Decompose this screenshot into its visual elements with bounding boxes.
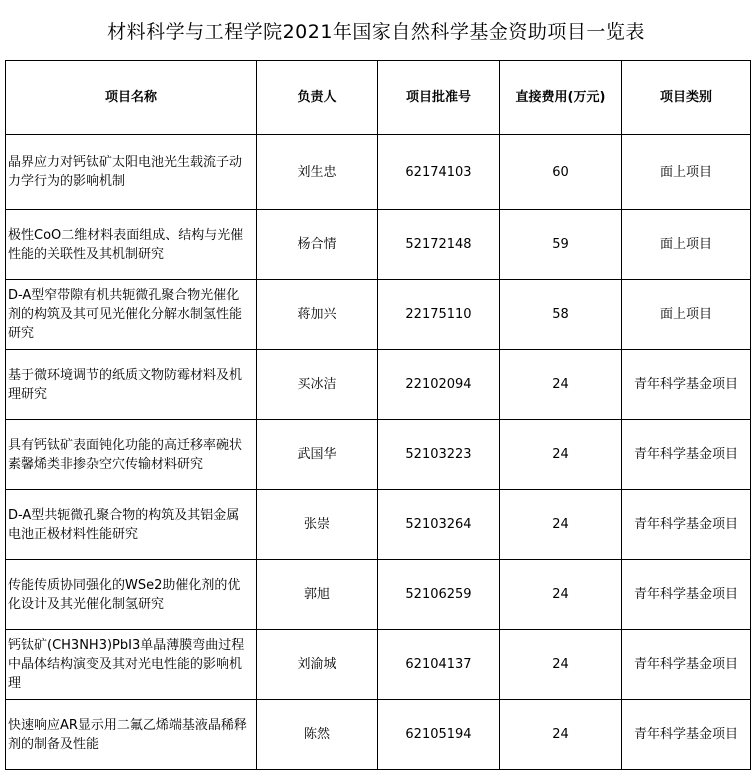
table-row [6,490,751,560]
table-row [6,350,751,420]
table-row [6,210,751,280]
approval-no-cell: 52106259 [378,560,500,630]
table-row [6,420,751,490]
header-approval-no: 项目批准号 [378,61,500,135]
leader-cell: 刘生忠 [257,135,378,210]
funding-cell: 24 [500,560,622,630]
project-name-cell: 传能传质协同强化的WSe2助催化剂的优化设计及其光催化制氢研究 [6,560,257,630]
funding-cell: 24 [500,700,622,770]
funding-table [5,60,751,770]
table-row [6,700,751,770]
header-project-name: 项目名称 [6,61,257,135]
category-cell: 青年科学基金项目 [622,350,751,420]
project-name-cell: 基于微环境调节的纸质文物防霉材料及机理研究 [6,350,257,420]
approval-no-cell: 22175110 [378,280,500,350]
approval-no-cell: 52172148 [378,210,500,280]
funding-cell: 59 [500,210,622,280]
header-category: 项目类别 [622,61,751,135]
table-header-row [6,61,751,135]
project-name-cell: 极性CoO二维材料表面组成、结构与光催性能的关联性及其机制研究 [6,210,257,280]
funding-cell: 24 [500,420,622,490]
approval-no-cell: 22102094 [378,350,500,420]
approval-no-cell: 62104137 [378,630,500,700]
category-cell: 青年科学基金项目 [622,490,751,560]
table-row [6,280,751,350]
project-name-cell: 快速响应AR显示用二氟乙烯端基液晶稀释剂的制备及性能 [6,700,257,770]
table-row [6,135,751,210]
category-cell: 青年科学基金项目 [622,560,751,630]
category-cell: 面上项目 [622,280,751,350]
approval-no-cell: 52103223 [378,420,500,490]
project-name-cell: D-A型共轭微孔聚合物的构筑及其铝金属电池正极材料性能研究 [6,490,257,560]
project-name-cell: 具有钙钛矿表面钝化功能的高迁移率碗状素馨烯类非掺杂空穴传输材料研究 [6,420,257,490]
project-name-cell: 晶界应力对钙钛矿太阳电池光生载流子动力学行为的影响机制 [6,135,257,210]
leader-cell: 张崇 [257,490,378,560]
leader-cell: 杨合情 [257,210,378,280]
table-row [6,630,751,700]
leader-cell: 买冰洁 [257,350,378,420]
header-leader: 负责人 [257,61,378,135]
category-cell: 青年科学基金项目 [622,420,751,490]
leader-cell: 武国华 [257,420,378,490]
category-cell: 面上项目 [622,210,751,280]
category-cell: 青年科学基金项目 [622,700,751,770]
leader-cell: 郭旭 [257,560,378,630]
header-direct-funding: 直接费用(万元) [500,61,622,135]
leader-cell: 陈然 [257,700,378,770]
approval-no-cell: 52103264 [378,490,500,560]
category-cell: 青年科学基金项目 [622,630,751,700]
funding-cell: 24 [500,630,622,700]
project-name-cell: D-A型窄带隙有机共轭微孔聚合物光催化剂的构筑及其可见光催化分解水制氢性能研究 [6,280,257,350]
approval-no-cell: 62174103 [378,135,500,210]
funding-cell: 58 [500,280,622,350]
category-cell: 面上项目 [622,135,751,210]
leader-cell: 刘渝城 [257,630,378,700]
page-title: 材料科学与工程学院2021年国家自然科学基金资助项目一览表 [107,20,645,43]
funding-cell: 24 [500,350,622,420]
funding-cell: 24 [500,490,622,560]
table-row [6,560,751,630]
project-name-cell: 钙钛矿(CH3NH3)PbI3单晶薄膜弯曲过程中晶体结构演变及其对光电性能的影响机理 [6,630,257,700]
funding-cell: 60 [500,135,622,210]
approval-no-cell: 62105194 [378,700,500,770]
leader-cell: 蒋加兴 [257,280,378,350]
